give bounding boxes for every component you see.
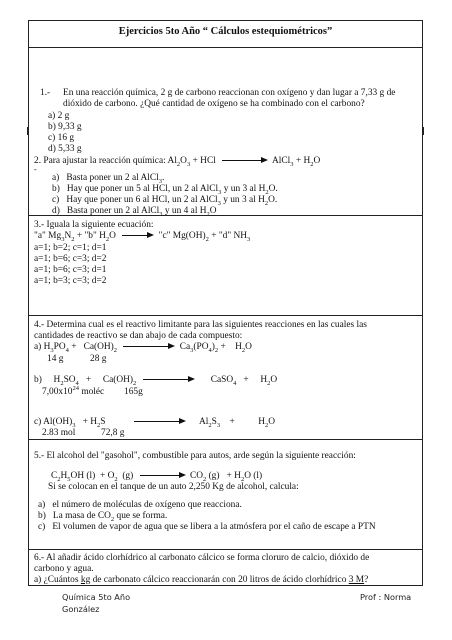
q3-option-1: a=1; b=2; c=1; d=1 xyxy=(34,243,107,253)
q4-b-mass1: $7,00x10^{24}$ moléc xyxy=(42,384,105,397)
q4-text-line2: cantidades de reactivo se dan abajo de cada compuesto: xyxy=(34,331,243,341)
reaction-arrow-icon xyxy=(140,475,184,476)
q4-reaction-a: a) $H_3PO_4 + Ca(OH)_2$ $Ca_3(PO_4)_2$ + $H_2O$ xyxy=(34,342,252,354)
q2-text: 2. Para ajustar la reacción química: xyxy=(34,156,166,166)
q2-option-b: b) Hay que poner un 5 al HCl, un 2 al AlCl$_3$ y un 3 al $H_2O$. xyxy=(52,184,278,196)
q5-option-b: b) La masa de $CO_2$ que se forma. xyxy=(38,511,168,523)
q2-prompt xyxy=(34,156,320,167)
q2-option-a: a) Basta poner un 2 al AlCl$_3$. xyxy=(52,173,165,185)
q3-option-2: a=1; b=6; c=3; d=2 xyxy=(34,254,107,264)
q3-heading: 3.- Iguala la siguiente ecuación: xyxy=(34,220,154,230)
footer-teacher: Prof : Norma xyxy=(360,592,412,602)
q3-option-4: a=1; b=3; c=3; d=2 xyxy=(34,276,107,286)
q3-option-3: a=1; b=6; c=3; d=1 xyxy=(34,265,107,275)
reaction-arrow-icon xyxy=(123,346,173,347)
q5-text-line3: Si se colocan en el tanque de un auto 2,250 Kg de alcohol, calcula: xyxy=(48,482,299,492)
reaction-arrow-icon xyxy=(143,379,193,380)
q3-equation: "a" $Mg_3N_2$ + "b" $H_2O$ "c" $Mg(OH)_2$ + "d" $NH_3$ xyxy=(34,231,251,243)
q1-number: 1.- xyxy=(40,88,51,98)
q6-text-line3: a) ¿Cuántos kg de carbonato cálcico reaccionarán con 20 litros de ácido clorhídrico 3 M? xyxy=(34,575,369,585)
section-q3 xyxy=(29,215,422,315)
reaction-arrow-icon xyxy=(134,421,184,422)
q2-equation: $Al_2O_3$ + HCl AlCl$_3$ + $H_2O$ xyxy=(167,156,321,168)
reaction-arrow-icon xyxy=(122,235,152,236)
section-q6 xyxy=(29,549,422,587)
q4-reaction-c: c) $Al(OH)_3 + H_2S$ $Al_2S_3$ + $H_2O$ xyxy=(34,417,275,429)
q4-text-line1: 4.- Determina cual es el reactivo limitante para las siguientes reacciones en las cuales las xyxy=(34,320,367,330)
section-q4 xyxy=(29,315,422,457)
q6-text-line1: 6.- Al añadir ácido clorhídrico al carbonato cálcico se forma cloruro de calcio, dióxido de xyxy=(34,553,370,563)
q1-text-line2: dióxido de carbono. ¿Qué cantidad de oxígeno se ha combinado con el carbono? xyxy=(63,99,365,109)
q5-option-c: c) El volumen de vapor de agua que se libera a la atmósfera por el caño de escape a PTN xyxy=(38,522,376,532)
margin-tick xyxy=(27,127,28,135)
footer-surname: González xyxy=(62,604,100,614)
q4-c-mass1: 2.83 mol xyxy=(42,428,76,438)
page-title: Ejercicios 5to Año “ Cálculos estequiométricos” xyxy=(118,26,333,37)
q1-option-c: c) 16 g xyxy=(48,133,75,143)
reaction-arrow-icon xyxy=(222,160,266,161)
q4-b-mass2: 165g xyxy=(124,387,143,397)
q4-reaction-b: b) $H_2SO_4$ + $Ca(OH)_2$ CaSO$_4$ + $H_2O$ xyxy=(34,375,278,387)
q1-option-a: a) 2 g xyxy=(48,111,70,121)
q2-option-c: c) Hay que poner un 6 al HCl, un 2 al AlCl$_3$ y un 3 al $H_2O$. xyxy=(52,195,278,207)
q1-option-b: b) 9,33 g xyxy=(48,122,82,132)
q1-option-d: d) 5,33 g xyxy=(48,144,82,154)
footer-course: Química 5to Año xyxy=(62,592,131,602)
margin-tick xyxy=(423,127,424,135)
q1-text-line1: En una reacción química, 2 g de carbono reaccionan con oxígeno y dan lugar a 7,33 g de xyxy=(63,88,396,98)
q4-c-mass2: 72,8 g xyxy=(101,428,125,438)
q6-text-line2: carbono y agua. xyxy=(34,564,94,574)
section-q5 xyxy=(29,439,422,565)
q4-a-mass1: 14 g xyxy=(47,354,64,364)
q5-equation: $C_2H_5OH$ $(l) + O_2$ (g) $CO_2$ $(g) + H_2O$ (l) xyxy=(51,471,263,483)
q2-option-d: d) Basta poner un 2 al AlCl$_3$ y un 4 al $H_2O$ xyxy=(52,206,217,218)
worksheet-frame xyxy=(28,20,423,586)
q4-a-mass2: 28 g xyxy=(90,354,107,364)
q5-text-line1: 5.- El alcohol del "gasohol", combustible para autos, arde según la siguiente reacción: xyxy=(34,451,356,461)
section-q1-q2: 1.- En una reacción química, 2 g de carbono reaccionan con oxígeno y dan lugar a 7,33 g de dióxido de carbono. ¿Qué cantidad de oxígeno se ha combinado con el carbono? a) 2 g b) 9,33 g c) 16 g d) 5,33 g 2. Para ajustar la reacción química: $Al_2O_3$ + HCl AlCl$_3$ + $H_2O$ - a) Basta poner un 2 al AlCl$_3$. b) Hay que poner un 5 al HCl, un 2 al AlCl$_3$ y un 3 al $H_2O$. c) Hay que poner un 6 al HCl, un 2 al AlCl$_3$ y un 3 al $H_2O$. d) Basta poner un 2 al AlCl$_3$ y un 4 al $H_2O$ xyxy=(29,47,422,223)
q5-option-a: a) el número de moléculas de oxígeno que reacciona. xyxy=(38,500,242,510)
